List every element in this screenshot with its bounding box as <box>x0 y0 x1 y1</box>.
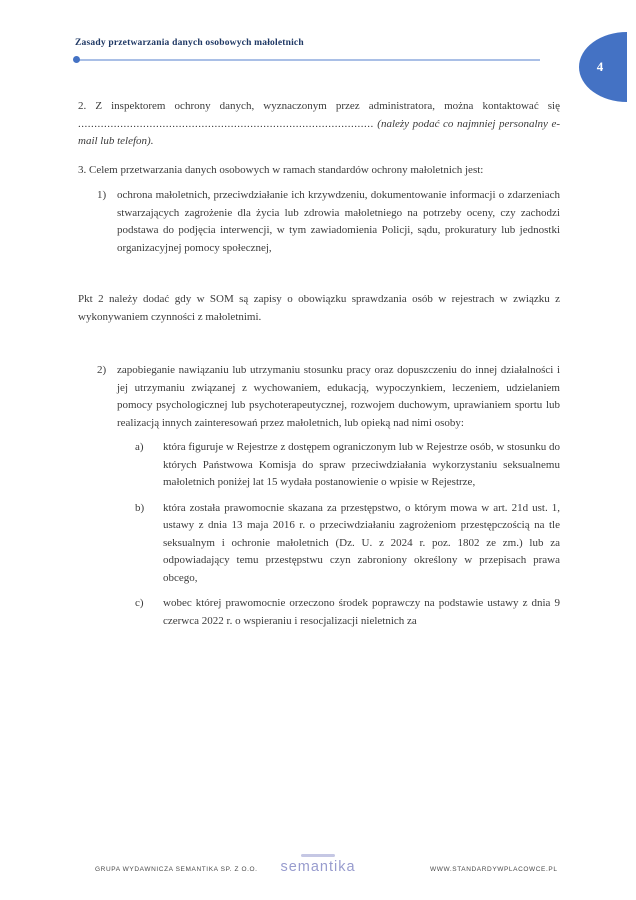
lettered-list-item-a-text: która figuruje w Rejestrze z dostępem ograniczonym lub w Rejestrze osób, w stosunku do których Państwowa Komisja do spraw przeciwdziałania wykorzystaniu seksualnemu małoletnich poniżej lat 15 wydała postanowienie o wpisie w Rejestrze, <box>163 441 560 488</box>
semantika-logo-text: semantika <box>280 859 356 875</box>
document-content <box>78 98 560 638</box>
page-number-badge <box>579 32 627 102</box>
paragraph-contact-dpo <box>78 98 560 151</box>
lettered-list-item-b-text: która została prawomocnie skazana za przestępstwo, o którym mowa w art. 21d ust. 1, ustawy z dnia 13 maja 2016 r. o przeciwdziałaniu zagrożeniom przestępczością na tle seksualnym i ochronie małoletnich (Dz. U. z 2024 r. poz. 1802 ze zm.) lub za odpowiadający temu przestępstwu czyn zabroniony określony w przepisach prawa obcego, <box>163 501 560 584</box>
numbered-list-item-2 <box>78 362 560 432</box>
numbered-list-item-1 <box>78 187 560 257</box>
lettered-list-item-a <box>78 439 560 492</box>
numbered-list-item-2-marker: 2) <box>97 364 107 376</box>
header-bullet-dot-icon <box>73 56 80 63</box>
footer-publisher-name: GRUPA WYDAWNICZA SEMANTIKA SP. Z O.O. <box>95 866 258 873</box>
fill-in-blank-dots: ........................................................................................... <box>78 117 374 130</box>
page-number: 4 <box>596 59 604 74</box>
numbered-list-item-1-text: ochrona małoletnich, przeciwdziałanie ich krzywdzeniu, dokumentowanie informacji o zdarzeniach stwarzających zagrożenie dla życia lub zdrowia małoletniego na potrzeby oceny, czy zachodzi podstawa do podjęcia interwencji, w tym zawiadomienia Policji, sądu, prokuratury lub jednostki organizacyjnej pomocy społecznej, <box>117 189 560 254</box>
numbered-list-item-1-marker: 1) <box>97 189 107 201</box>
page-title: Zasady przetwarzania danych osobowych małoletnich <box>75 38 304 48</box>
paragraph-processing-purpose: 3. Celem przetwarzania danych osobowych w ramach standardów ochrony małoletnich jest: <box>78 163 484 176</box>
lettered-list-item-c-marker: c) <box>135 597 144 609</box>
footer-website-url: WWW.STANDARDYWPLACOWCE.PL <box>430 866 558 873</box>
paragraph-contact-dpo-text: 2. Z inspektorem ochrony danych, wyznaczonym przez administratora, można kontaktować się <box>78 100 560 112</box>
header-divider-line <box>75 59 540 61</box>
semantika-logo-icon <box>301 854 335 857</box>
lettered-list-item-c-text: wobec której prawomocnie orzeczono środek poprawczy na podstawie ustawy z dnia 9 czerwca 2022 r. o wspieraniu i resocjalizacji nieletnich za <box>163 597 560 627</box>
numbered-list-item-2-text: zapobieganie nawiązaniu lub utrzymaniu stosunku pracy oraz dopuszczeniu do innej działalności i jej utrzymaniu związanej z wychowaniem, edukacją, wypoczynkiem, leczeniem, udzielaniem pomocy psychologicznej lub psychoterapeutycznej, rozwojem duchowym, uprawianiem sportu lub realizacją innych zainteresowań przez małoletnich, lub opieką nad nimi osoby: <box>117 364 560 429</box>
paragraph-contact-dpo-hint: (należy podać co najmniej personalny e-mail lub telefon). <box>78 117 560 147</box>
lettered-list-item-c <box>78 595 560 630</box>
editor-note-paragraph: Pkt 2 należy dodać gdy w SOM są zapisy o obowiązku sprawdzania osób w rejestrach w związku z wykonywaniem czynności z małoletnimi. <box>78 293 560 323</box>
lettered-list-item-b-marker: b) <box>135 501 145 514</box>
lettered-list-item-a-marker: a) <box>135 441 144 453</box>
lettered-list-item-b <box>78 500 560 588</box>
